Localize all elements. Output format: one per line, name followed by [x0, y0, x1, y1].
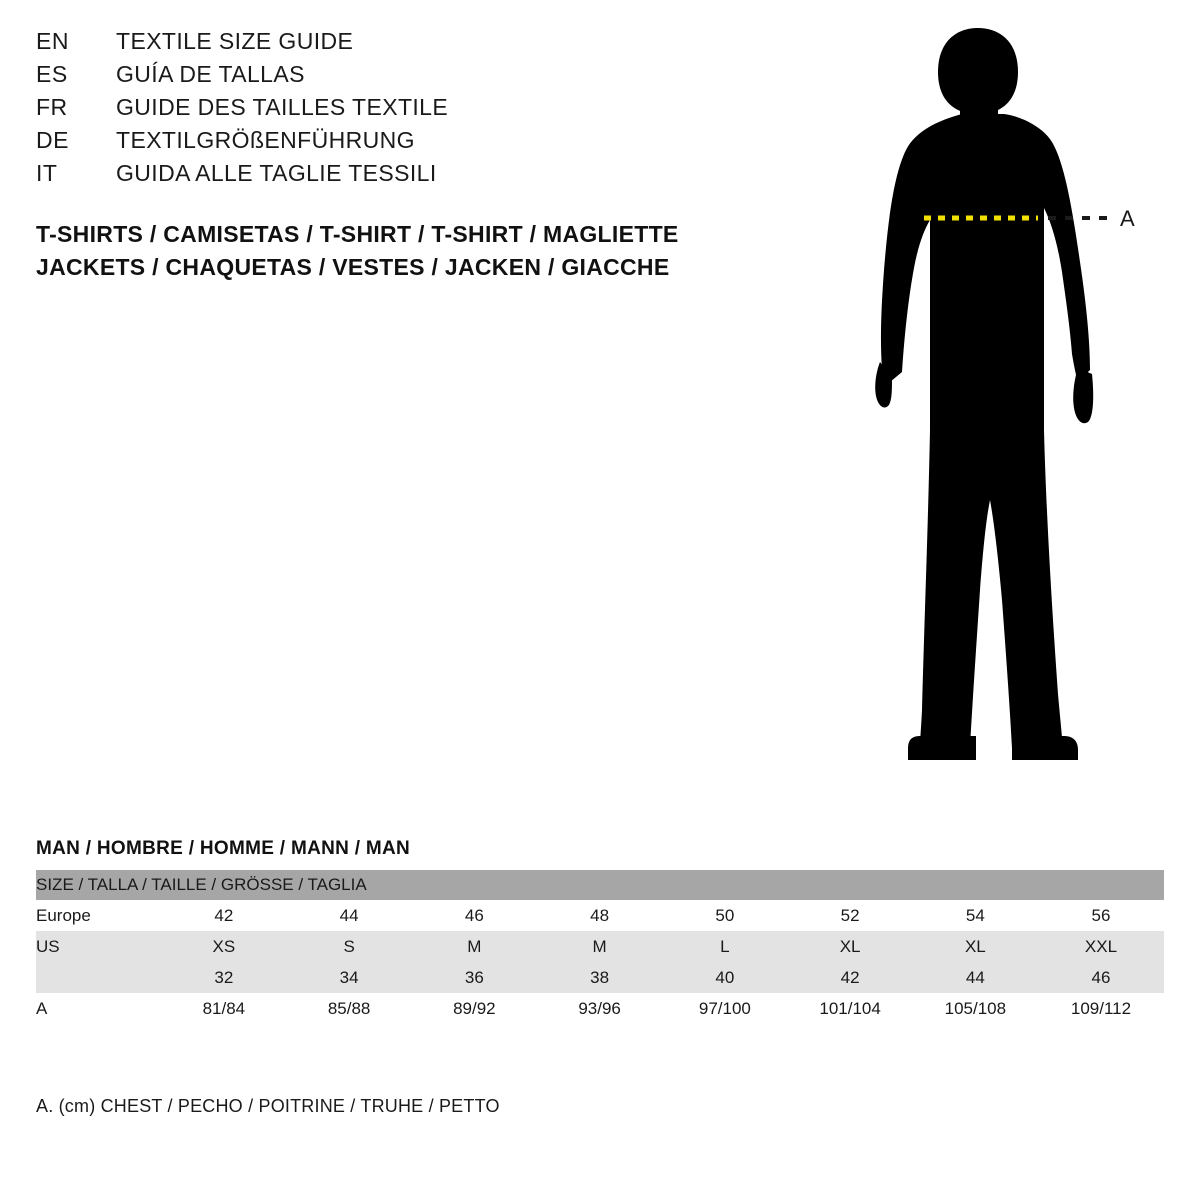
garment-category-list	[36, 218, 796, 284]
table-row	[36, 993, 1164, 1024]
language-text-it: GUIDA ALLE TAGLIE TESSILI	[116, 160, 437, 186]
row-label-numeric	[36, 962, 161, 993]
language-code-fr: FR	[36, 94, 68, 120]
language-text-fr: GUIDE DES TAILLES TEXTILE	[116, 94, 449, 120]
cell-europe-4: 50	[662, 900, 787, 931]
table-title: MAN / HOMBRE / HOMME / MANN / MAN	[36, 838, 411, 859]
cell-a-5: 101/104	[788, 993, 913, 1024]
language-text-en: TEXTILE SIZE GUIDE	[116, 28, 354, 54]
language-code-en: EN	[36, 28, 69, 54]
table-row	[36, 962, 1164, 993]
category-jackets: JACKETS / CHAQUETAS / VESTES / JACKEN / GIACCHE	[36, 254, 670, 280]
cell-numeric-1: 34	[287, 962, 412, 993]
table-row	[36, 931, 1164, 962]
language-row-fr	[36, 94, 756, 127]
cell-europe-0: 42	[161, 900, 286, 931]
size-table	[36, 870, 1164, 1024]
cell-europe-6: 54	[913, 900, 1038, 931]
language-row-it	[36, 160, 756, 193]
language-code-it: IT	[36, 160, 58, 186]
cell-a-0: 81/84	[161, 993, 286, 1024]
cell-us-7: XXL	[1038, 931, 1164, 962]
cell-numeric-0: 32	[161, 962, 286, 993]
cell-a-1: 85/88	[287, 993, 412, 1024]
category-tshirts: T-SHIRTS / CAMISETAS / T-SHIRT / T-SHIRT / MAGLIETTE	[36, 221, 679, 247]
row-label-europe: Europe	[36, 900, 161, 931]
cell-numeric-7: 46	[1038, 962, 1164, 993]
language-text-es: GUÍA DE TALLAS	[116, 61, 305, 87]
row-label-a: A	[36, 993, 161, 1024]
cell-a-3: 93/96	[537, 993, 662, 1024]
cell-us-3: M	[537, 931, 662, 962]
male-silhouette-icon	[875, 28, 1093, 760]
cell-europe-1: 44	[287, 900, 412, 931]
cell-us-6: XL	[913, 931, 1038, 962]
cell-a-2: 89/92	[412, 993, 537, 1024]
language-row-en	[36, 28, 756, 61]
cell-us-2: M	[412, 931, 537, 962]
size-table-block	[36, 838, 1164, 1024]
cell-numeric-2: 36	[412, 962, 537, 993]
language-text-de: TEXTILGRÖßENFÜHRUNG	[116, 127, 415, 153]
cell-us-0: XS	[161, 931, 286, 962]
language-row-es	[36, 61, 756, 94]
cell-numeric-4: 40	[662, 962, 787, 993]
cell-europe-2: 46	[412, 900, 537, 931]
language-code-de: DE	[36, 127, 69, 153]
cell-us-4: L	[662, 931, 787, 962]
cell-a-7: 109/112	[1038, 993, 1164, 1024]
table-header-label: SIZE / TALLA / TAILLE / GRÖSSE / TAGLIA	[36, 870, 1164, 900]
language-row-de	[36, 127, 756, 160]
row-label-us: US	[36, 931, 161, 962]
cell-a-6: 105/108	[913, 993, 1038, 1024]
cell-a-4: 97/100	[662, 993, 787, 1024]
cell-europe-5: 52	[788, 900, 913, 931]
footnote: A. (cm) CHEST / PECHO / POITRINE / TRUHE / PETTO	[36, 1096, 500, 1116]
table-header-row	[36, 870, 1164, 900]
cell-numeric-6: 44	[913, 962, 1038, 993]
language-title-list	[36, 28, 756, 193]
cell-europe-7: 56	[1038, 900, 1164, 931]
body-figure	[820, 10, 1180, 800]
cell-numeric-5: 42	[788, 962, 913, 993]
chest-measure-label: A	[1120, 206, 1135, 231]
cell-numeric-3: 38	[537, 962, 662, 993]
cell-europe-3: 48	[537, 900, 662, 931]
cell-us-1: S	[287, 931, 412, 962]
table-row	[36, 900, 1164, 931]
language-code-es: ES	[36, 61, 68, 87]
cell-us-5: XL	[788, 931, 913, 962]
